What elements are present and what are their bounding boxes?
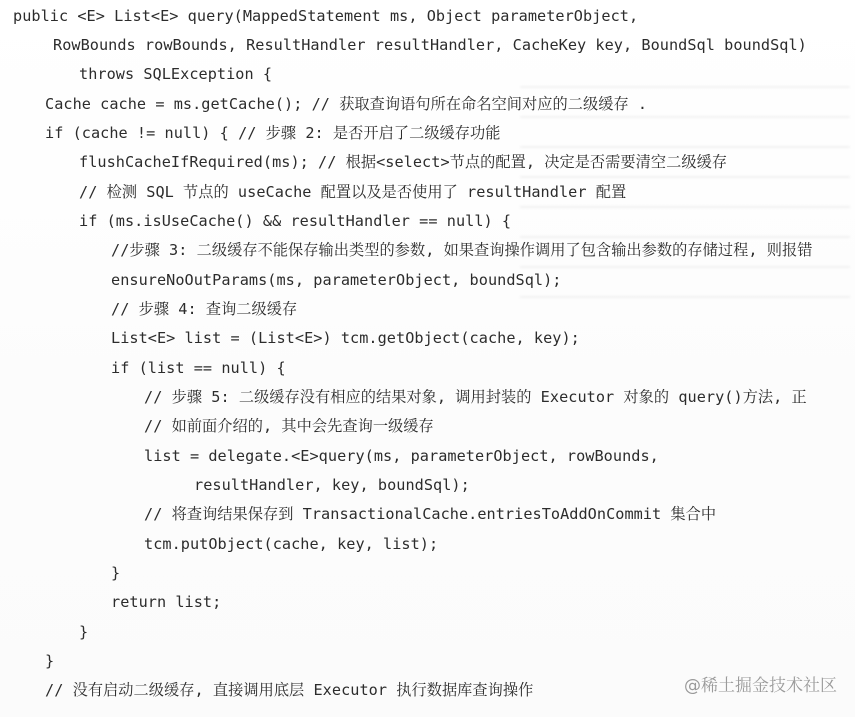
code-line: ensureNoOutParams(ms, parameterObject, boundSql);	[111, 271, 562, 289]
code-line: public <E> List<E> query(MappedStatement ms, Object parameterObject,	[13, 7, 639, 25]
code-line: resultHandler, key, boundSql);	[194, 476, 470, 494]
code-line: if (list == null) {	[111, 359, 286, 377]
code-line: }	[111, 564, 121, 582]
code-line: throws SQLException {	[79, 65, 273, 83]
code-line: Cache cache = ms.getCache(); // 获取查询语句所在命名空间对应的二级缓存 .	[45, 95, 648, 113]
code-line: if (ms.isUseCache() && resultHandler == null) {	[79, 212, 512, 230]
code-line: //步骤 3: 二级缓存不能保存输出类型的参数, 如果查询操作调用了包含输出参数的存储过程, 则报错	[111, 241, 813, 259]
code-line: // 没有启动二级缓存, 直接调用底层 Executor 执行数据库查询操作	[45, 681, 534, 699]
code-line: // 步骤 5: 二级缓存没有相应的结果对象, 调用封装的 Executor 对象的 query()方法, 正	[144, 388, 807, 406]
code-line: }	[45, 652, 55, 670]
code-line: list = delegate.<E>query(ms, parameterObject, rowBounds,	[144, 447, 659, 465]
watermark: @稀土掘金技术社区	[684, 676, 837, 696]
code-line: }	[79, 623, 89, 641]
code-line: // 检测 SQL 节点的 useCache 配置以及是否使用了 resultHandler 配置	[79, 183, 627, 201]
code-line: // 步骤 4: 查询二级缓存	[111, 300, 298, 318]
code-line: // 如前面介绍的, 其中会先查询一级缓存	[144, 417, 434, 435]
code-line: if (cache != null) { // 步骤 2: 是否开启了二级缓存功能	[45, 124, 501, 142]
code-line: RowBounds rowBounds, ResultHandler resultHandler, CacheKey key, BoundSql boundSql)	[53, 36, 807, 54]
code-line: tcm.putObject(cache, key, list);	[144, 535, 439, 553]
code-line: List<E> list = (List<E>) tcm.getObject(cache, key);	[111, 329, 580, 347]
code-line: return list;	[111, 593, 222, 611]
code-line: // 将查询结果保存到 TransactionalCache.entriesToAddOnCommit 集合中	[144, 505, 717, 523]
code-line: flushCacheIfRequired(ms); // 根据<select>节点的配置, 决定是否需要清空二级缓存	[79, 153, 728, 171]
